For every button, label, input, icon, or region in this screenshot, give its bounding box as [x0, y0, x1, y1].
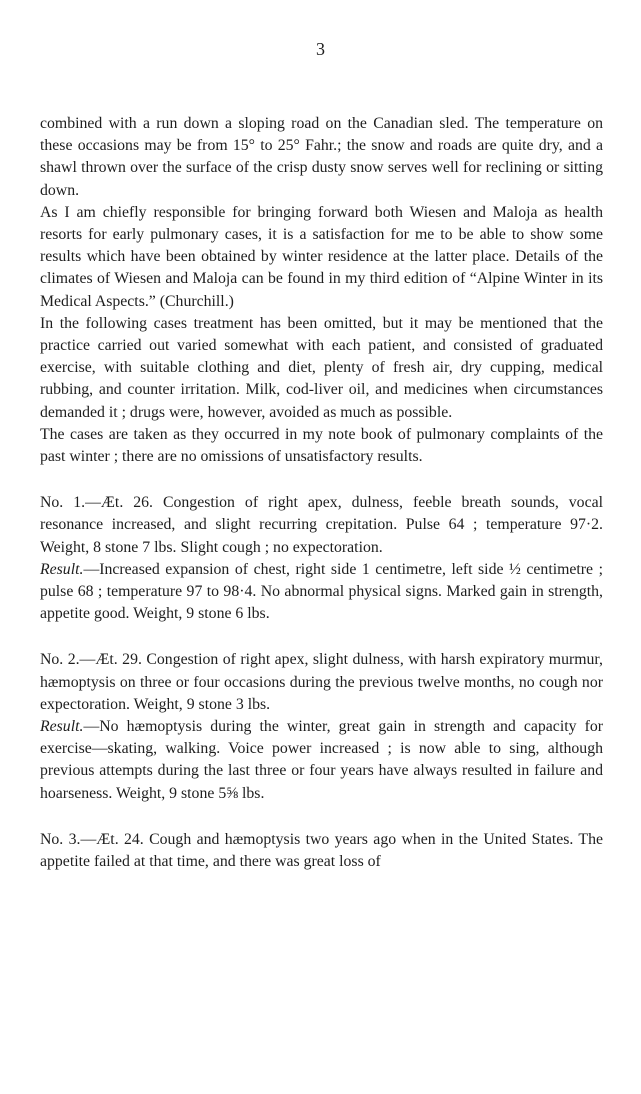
case-1-description: No. 1.—Æt. 26. Congestion of right apex, dulness, feeble breath sounds, vocal resonance increased, and slight recurring crepitation. Pulse 64 ; temperature 97·2. Weight, 8 stone 7 lbs. Slight cough ; no expectoration. [40, 494, 603, 556]
page-number: 3 [316, 39, 325, 59]
case-1-result-fraction: ½ [509, 560, 521, 578]
result-label: Result. [40, 560, 84, 578]
body-text [40, 113, 603, 873]
case-3-description: No. 3.—Æt. 24. Cough and hæmoptysis two years ago when in the United States. The appetite failed at that time, and there was great loss of [40, 830, 603, 871]
result-label: Result. [40, 718, 84, 736]
case-2-result-text: —No hæmoptysis during the winter, great gain in strength and capacity for exercise—skating, walking. Voice power increased ; is now able to sing, although previous attempts during the last three or four years have always resulted in failure and hoarseness. Weight, 9 stone 5⅝ lbs. [40, 718, 603, 802]
paragraph-sled: combined with a run down a sloping road on the Canadian sled. The temperature on these occasions may be from 15° to 25° Fahr.; the snow and roads are quite dry, and a shawl thrown over the surface of the crisp dusty snow serves well for reclining or sitting down. [40, 115, 603, 199]
paragraph-cases-note: The cases are taken as they occurred in my note book of pulmonary complaints of the past winter ; there are no omissions of unsatisfactory results. [40, 425, 603, 466]
case-2-result [40, 716, 603, 805]
case-1-result-text-a: —Increased expansion of chest, right side 1 centimetre, left side [83, 560, 510, 578]
paragraph-treatment: In the following cases treatment has been omitted, but it may be mentioned that the practice carried out varied somewhat with each patient, and consisted of graduated exercise, with suitable clothing and diet, plenty of fresh air, dry cupping, medical rubbing, and counter irritation. Milk, cod-liver oil, and medicines when circumstances demanded it ; drugs were, however, avoided as much as possible. [40, 314, 603, 421]
case-1-result [40, 559, 603, 626]
paragraph-wiesen-maloja: As I am chiefly responsible for bringing forward both Wiesen and Maloja as health resorts for early pulmonary cases, it is a satisfaction for me to be able to show some results which have been obtained by winter residence at the latter place. Details of the climates of Wiesen and Maloja can be found in my third edition of “Alpine Winter in its Medical Aspects.” (Churchill.) [40, 203, 603, 310]
case-2-description: No. 2.—Æt. 29. Congestion of right apex, slight dulness, with harsh expiratory murmur, hæmoptysis on three or four occasions during the previous twelve months, no cough nor expectoration. Weight, 9 stone 3 lbs. [40, 651, 603, 713]
case-1-result-text-b: centimetre ; pulse 68 ; temperature 97 to 98·4. No abnormal physical signs. Marked gain in strength, appetite good. Weight, 9 stone 6 lbs. [40, 560, 603, 623]
